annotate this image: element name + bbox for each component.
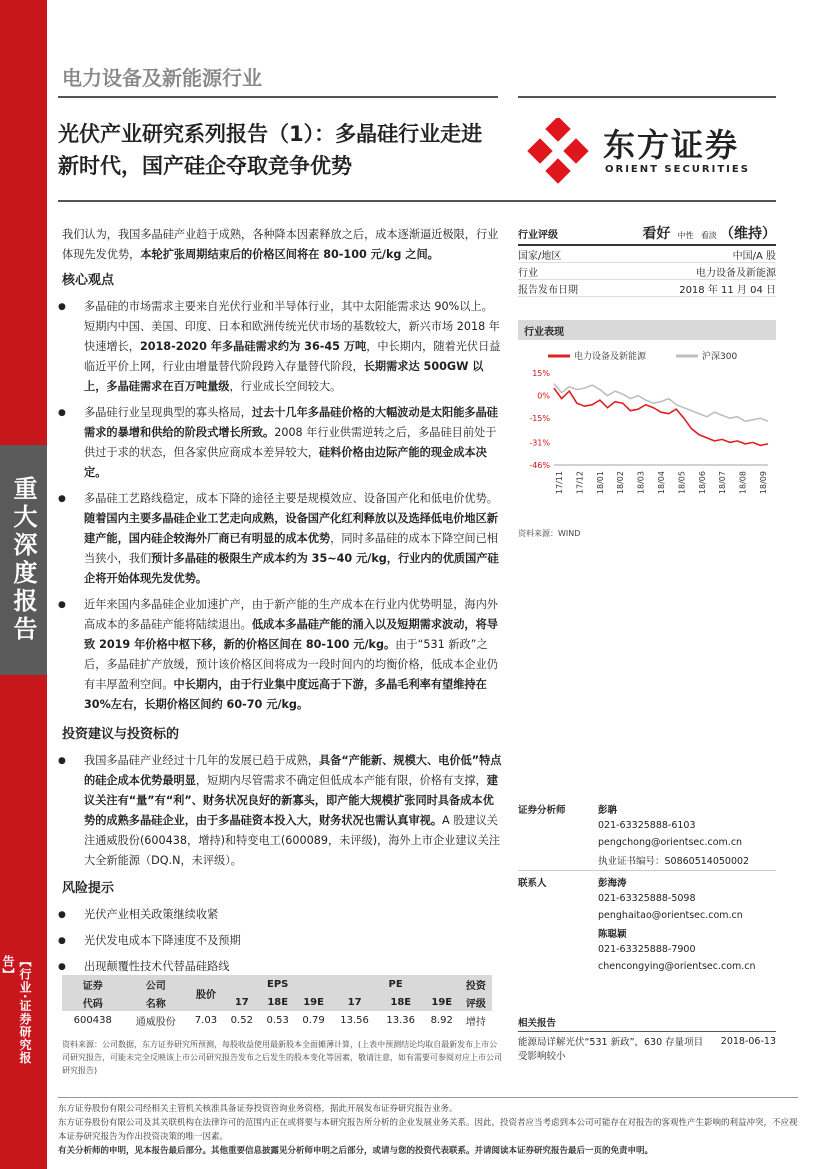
text-bold: 具备“产能新、规模大、电价低”特点的硅企成本优势最明显 [84,754,502,787]
x-tick-label: 18/08 [738,471,748,495]
analyst-row [518,890,776,907]
text-bold: 建议关注有“量”有“利”、财务状况良好的新寡头，即产能大规模扩张同时具备成本优势的成熟多晶硅企业，由于多晶硅资本投入大，财务状况也需认真审视。 [84,774,498,827]
table-header: 19E [424,993,460,1011]
cell: 600438 [73,1014,112,1026]
analyst-row[interactable] [518,958,776,975]
table-header: EPS [224,975,332,993]
table-header: 18E [260,993,296,1011]
analyst-row[interactable] [518,834,776,851]
cell: 13.56 [340,1014,369,1026]
related-item-title: 能源局详解光伏“531 新政”，630 存量项目受影响较小 [518,1037,704,1062]
text-bold: 2018-2020 年多晶硅需求约为 36-45 万吨 [139,340,367,353]
analyst-email: pengchong@orientsec.com.cn [598,837,743,848]
text: 多晶硅行业呈现典型的寡头格局， [84,406,252,419]
analyst-detail: 执业证书编号：S0860514050002 [598,855,750,867]
cell: 0.52 [230,1014,253,1026]
report-category: 重大深度报告 [0,445,47,675]
text-bold: 长期需求达 500GW 以上，多晶硅需求在百万吨量级 [84,360,484,393]
info-label: 行业 [518,267,538,279]
related-item-date: 2018-06-13 [720,1036,776,1047]
divider [58,96,498,98]
related-reports [518,1015,776,1064]
logo-name: 东方证券 [603,126,740,164]
core-heading: 核心观点 [62,273,115,288]
perf-heading: 行业表现 [518,320,776,340]
footer-line: 东方证券股份有限公司经相关主管机关核准具备证券投资咨询业务资格，据此开展发布证券研究报告业务。 [58,1104,458,1114]
info-value: 2018 年 11 月 04 日 [679,284,776,296]
text: 我国多晶硅产业经过十几年的发展已趋于成熟， [84,754,319,767]
analyst-row[interactable] [518,907,776,924]
analyst-name: 陈聪颖 [598,928,627,940]
info-row [518,263,776,280]
y-tick-label: -31% [529,438,550,448]
report-title: 光伏产业研究系列报告（1）：多晶硅行业走进新时代，国产硅企夺取竞争优势 [58,122,483,178]
invest-heading: 投资建议与投资标的 [62,727,180,742]
divider [518,96,776,98]
cell: 0.53 [266,1014,289,1026]
analyst-row [518,817,776,834]
text-bold: 过去十几年多晶硅价格的大幅波动是太阳能多晶硅需求的暴增和供给的阶段式增长所致。 [84,406,498,439]
chart-source: 资料来源：WIND [518,529,581,538]
analyst-block [518,800,776,975]
logo-english: ORIENT SECURITIES [605,164,750,175]
industry-performance-chart [518,345,776,520]
text: ，同时多晶硅的成本下降空间已相当狭小，我们 [84,532,498,565]
analyst-role: 联系人 [518,877,547,889]
analyst-email: penghaitao@orientsec.com.cn [598,910,743,921]
table-header: 17 [332,993,378,1011]
analyst-name: 彭海涛 [598,877,627,889]
info-label: 国家/地区 [518,250,562,262]
footer-line: 有关分析师的申明，见本报告最后部分。其他重要信息披露见分析师申明之后部分，或请与您的投资代表联系。并请阅读本证券研究报告最后一页的免责申明。 [58,1146,654,1156]
x-tick-label: 17/11 [555,471,564,495]
text: 近年来国内多晶硅企业加速扩产，由于新产能的生产成本在行业内优势明显，海内外高成本的多晶硅产能将陆续退出。 [84,598,498,631]
table-header: 评级 [460,993,492,1011]
core-point [62,297,502,397]
rating-row [518,222,776,246]
table-header: 17 [224,993,260,1011]
table-header: 公司 [124,975,188,993]
text: 由于“531 新政”之后，多晶硅扩产放缓，预计该价格区间将成为一段时间内的均衡价格，低成本企业仍有丰厚盈利空间。 [84,638,498,691]
analyst-row [518,851,776,868]
info-label: 报告发布日期 [518,284,578,296]
x-tick-label: 17/12 [575,471,585,495]
x-tick-label: 18/05 [677,471,687,495]
table-header: 代码 [62,993,124,1011]
table-header: 名称 [124,993,188,1011]
analyst-detail: 021-63325888-6103 [598,820,696,831]
report-type-tag: 【行业·证券研究报告】 [1,955,32,1065]
analyst-row [518,873,776,890]
intro [62,225,502,265]
footer-line: 东方证券股份有限公司及其关联机构在法律许可的范围内正在或将要与本研究报告所分析的企业发展业务关系。因此，投资者应当考虑到本公司可能存在对报告的客观性产生影响的利益冲突，不应视本证券研究报告为作出投资决策的唯一因素。 [58,1118,798,1142]
stock-table [62,975,492,1029]
analyst-name: 彭聃 [598,804,618,816]
info-row [518,246,776,263]
text-bold: 预计多晶硅的极限生产成本约为 35~40 元/kg，行业内的优质国产硅企将开始体现先发优势。 [84,552,499,585]
rating-value: 看好 [642,226,671,242]
cell: 增持 [465,1016,486,1028]
rating-opt: 中性 [677,231,694,240]
analyst-detail: 021-63325888-7900 [598,944,696,955]
cell: 8.92 [430,1014,453,1026]
divider [518,870,776,871]
table-header: 证券 [62,975,124,993]
cell: 13.36 [386,1014,416,1026]
table-header: 19E [296,993,332,1011]
analyst-row [518,924,776,941]
text: 多晶硅工艺路线稳定，成本下降的途径主要是规模效应、设备国产化和低电价优势。 [84,492,498,505]
footer-disclaimer [58,1097,798,1158]
analyst-email: chencongying@orientsec.com.cn [598,961,756,972]
x-tick-label: 18/01 [595,471,605,495]
table-row [62,1011,492,1029]
risk-item: ● 光伏产业相关政策继续收紧 [62,905,502,925]
core-point [62,489,502,589]
divider [58,200,776,202]
rating-keep: （维持） [720,226,776,242]
rating-box [518,222,776,297]
invest-point [62,751,502,871]
info-value: 中国/A 股 [732,250,776,262]
x-tick-label: 18/03 [636,471,646,495]
legend-label: 电力设备及新能源 [574,352,647,362]
logo-mark-icon [525,118,593,186]
table-header: 股价 [188,975,224,1011]
cell: 通威股份 [135,1016,176,1028]
rating-label: 行业评级 [518,229,558,241]
y-tick-label: 0% [537,391,550,401]
text: ，行业成长空间较大。 [229,380,342,393]
risk-item: ● 光伏发电成本下降速度不及预期 [62,931,502,951]
table-header: PE [332,975,460,993]
text-bold: 中长期内，由于行业集中度远高于下游，多晶毛利率有望维持在 30%左右，长期价格区间约 60-70 元/kg。 [84,678,487,711]
core-point [62,595,502,715]
core-point [62,403,502,483]
y-tick-label: 15% [532,369,550,378]
text-bold: 随着国内主要多晶硅企业工艺走向成熟，设备国产化红利释放以及选择低电价地区新建产能，国内硅企较海外厂商已有明显的成本优势 [84,512,498,545]
cell: 7.03 [194,1014,218,1026]
text: ，短期内尽管需求不确定但低成本产能有限，价格有支撑， [195,774,487,787]
y-tick-label: -46% [529,461,550,470]
industry-title: 电力设备及新能源行业 [62,66,262,90]
text-bold: 硅料价格由边际产能的现金成本决定。 [84,446,487,479]
text: ，中长期内，随着光伏日益临近平价上网，行业由增量替代阶段跨入存量替代阶段， [84,340,501,373]
table-note: 资料来源：公司数据，东方证券研究所预测，每股收益使用最新股本全面摊薄计算，(上表中预测结论均取自最新发布上市公司研究报告，可能未完全反映该上市公司研究报告发布之后发生的股本变化等因素，敬请注意，如有需要可参阅对应上市公司研究报告) [62,1040,502,1075]
x-tick-label: 18/09 [759,471,768,495]
intro-bold: 本轮扩张周期结束后的价格区间将在 80-100 元/kg 之间。 [140,248,439,261]
x-tick-label: 18/06 [697,471,707,495]
analyst-row [518,800,776,817]
table-header: 18E [378,993,424,1011]
table-header: 投资 [460,975,492,993]
intro-text: 我们认为，我国多晶硅产业趋于成熟，各种降本因素释放之后，成本逐渐逼近极限，行业体现先发优势， [62,228,499,261]
y-tick-label: -15% [529,414,550,424]
info-value: 电力设备及新能源 [696,267,776,279]
cell: 0.79 [302,1014,325,1026]
risk-item: ● 出现颠覆性技术代替晶硅路线 [62,957,502,977]
company-logo [525,118,785,188]
x-tick-label: 18/04 [657,471,666,495]
x-tick-label: 18/07 [718,471,728,495]
legend-label: 沪深300 [702,352,738,362]
series-line [554,384,768,422]
analyst-role: 证券分析师 [518,804,566,816]
text: A 股建议关注通威股份(600438，增持)和特变电工(600089，未评级)，海外上市企业建议关注大全新能源（DQ.N，未评级）。 [84,814,501,867]
info-row [518,280,776,297]
analyst-detail: 021-63325888-5098 [598,893,696,904]
text: 2008 年行业供需逆转之后，多晶硅目前处于供过于求的状态，但各家供应商成本差异较大， [84,426,497,459]
related-item[interactable] [518,1036,776,1064]
x-tick-label: 18/02 [616,471,626,495]
risk-heading: 风险提示 [62,881,115,896]
analyst-row [518,941,776,958]
main-content [62,225,502,977]
rating-opt: 看淡 [700,231,717,240]
related-heading: 相关报告 [518,1015,776,1032]
text: 多晶硅的市场需求主要来自光伏行业和半导体行业，其中太阳能需求达 90%以上。短期内中国、美国、印度、日本和欧洲传统光伏市场的基数较大，新兴市场 2018 年快速增长， [84,300,500,353]
text-bold: 低成本多晶硅产能的涌入以及短期需求波动，将导致 2019 年价格中枢下移，新的价格区间在 80-100 元/kg。 [84,618,498,651]
